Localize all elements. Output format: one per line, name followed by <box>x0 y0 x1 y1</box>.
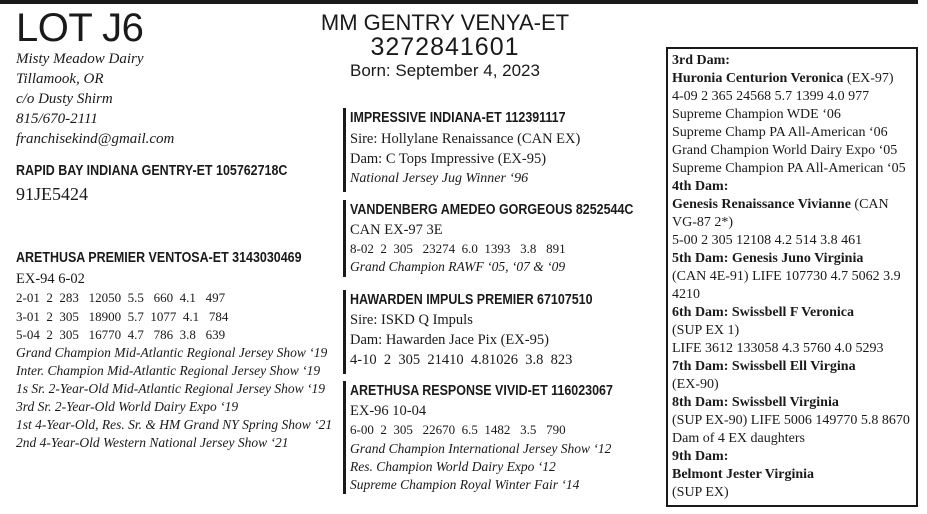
dam-of-dam-note: Res. Champion World Dairy Expo ‘12 <box>350 459 556 474</box>
dam-of-sire-score: CAN EX-97 3E <box>350 222 443 238</box>
maternal-line-heading <box>672 197 889 213</box>
maternal-line-text <box>672 287 700 303</box>
maternal-line-label: 5th Dam: Genesis Juno Virginia <box>672 251 864 266</box>
dam-honor: 2nd 4-Year-Old Western National Jersey Show ‘21 <box>16 435 289 450</box>
dam-of-sire-note: Grand Champion RAWF ‘05, ‘07 & ‘09 <box>350 259 566 274</box>
maternal-line-text <box>672 143 897 159</box>
dam-of-dam-record: 6-00 2 305 22670 6.5 1482 3.5 790 <box>350 422 566 437</box>
sire-code: 91JE5424 <box>16 184 88 204</box>
maternal-line-text <box>672 269 901 285</box>
maternal-line-heading <box>672 71 894 87</box>
maternal-line-label: LIFE 3612 133058 4.3 5760 4.0 5293 <box>672 341 884 356</box>
maternal-line-text <box>672 233 862 249</box>
lot-number: LOT J6 <box>16 6 144 50</box>
consignor-farm: Misty Meadow Dairy <box>16 51 144 67</box>
consignor-email[interactable]: franchisekind@gmail.com <box>16 131 175 147</box>
maternal-line-text <box>672 161 906 177</box>
dam-of-dam-note: Grand Champion International Jersey Show ‘12 <box>350 441 612 456</box>
pedigree-bracket <box>343 290 346 374</box>
maternal-line-label: (EX-90) <box>672 377 719 392</box>
maternal-line-label: 8th Dam: Swissbell Virginia <box>672 395 839 410</box>
dam-honor: 1s Sr. 2-Year-Old Mid-Atlantic Regional Jersey Show ‘19 <box>16 381 325 396</box>
maternal-line-heading <box>672 467 814 483</box>
dam-of-dam-score: EX-96 10-04 <box>350 403 427 419</box>
sire-of-dam-sire: Sire: ISKD Q Impuls <box>350 312 473 328</box>
maternal-line-text <box>672 323 739 339</box>
maternal-line-text <box>672 215 733 231</box>
sire-name: RAPID BAY INDIANA GENTRY-ET 105762718C <box>16 163 288 179</box>
pedigree-bracket <box>343 200 346 277</box>
dam-of-sire-name: VANDENBERG AMEDEO GORGEOUS 8252544C <box>350 202 634 218</box>
dam-score: EX-94 6-02 <box>16 271 85 287</box>
maternal-line-label: (SUP EX) <box>672 485 729 500</box>
maternal-line-heading <box>672 53 730 69</box>
consignor-phone: 815/670-2111 <box>16 111 98 127</box>
maternal-line-text <box>672 413 910 429</box>
maternal-line-label: 3rd Dam: <box>672 53 730 68</box>
sire-of-dam-name: HAWARDEN IMPULS PREMIER 67107510 <box>350 292 593 308</box>
maternal-line-label: 6th Dam: Swissbell F Veronica <box>672 305 855 320</box>
maternal-line-label: 7th Dam: Swissbell Ell Virgina <box>672 359 856 374</box>
top-rule <box>0 0 918 4</box>
birth-date: Born: September 4, 2023 <box>350 61 540 80</box>
maternal-line-label: 4-09 2 365 24568 5.7 1399 4.0 977 <box>672 89 870 104</box>
pedigree-bracket <box>343 108 346 192</box>
dam-honor: 3rd Sr. 2-Year-Old World Dairy Expo ‘19 <box>16 399 239 414</box>
maternal-line-heading <box>672 179 728 195</box>
maternal-line-label: (CAN 4E-91) LIFE 107730 4.7 5062 3.9 <box>672 269 901 284</box>
registration-number: 3272841601 <box>370 33 520 61</box>
maternal-line-label: Belmont Jester Virginia <box>672 467 815 482</box>
maternal-line-label: 9th Dam: <box>672 449 729 464</box>
maternal-line-suffix: (EX-97) <box>843 71 894 86</box>
maternal-line-label: 5-00 2 305 12108 4.2 514 3.8 461 <box>672 233 863 248</box>
maternal-line-label: Grand Champion World Dairy Expo ‘05 <box>672 143 898 158</box>
sire-of-dam-record: 4-10 2 305 21410 4.81026 3.8 823 <box>350 352 573 368</box>
maternal-line-heading <box>672 359 856 375</box>
maternal-line-heading <box>672 251 863 267</box>
animal-name: MM GENTRY VENYA-ET <box>320 10 570 35</box>
maternal-line-text <box>672 485 729 501</box>
consignor-contact: c/o Dusty Shirm <box>16 91 113 107</box>
maternal-line-heading <box>672 449 728 465</box>
maternal-line-label: Supreme Champ PA All-American ‘06 <box>672 125 888 140</box>
maternal-line-label: 4210 <box>672 287 700 302</box>
dam-of-sire-record: 8-02 2 305 23274 6.0 1393 3.8 891 <box>350 241 566 256</box>
dam-record: 2-01 2 283 12050 5.5 660 4.1 497 <box>16 290 226 305</box>
pedigree-bracket <box>343 381 346 494</box>
sire-of-sire-note: National Jersey Jug Winner ‘96 <box>350 171 529 186</box>
sire-of-sire-name: IMPRESSIVE INDIANA-ET 112391117 <box>350 110 566 126</box>
dam-of-dam-name: ARETHUSA RESPONSE VIVID-ET 116023067 <box>350 383 613 399</box>
maternal-line-label: (SUP EX 1) <box>672 323 740 338</box>
dam-of-dam-note: Supreme Champion Royal Winter Fair ‘14 <box>350 477 580 492</box>
maternal-line-heading <box>672 395 839 411</box>
dam-honor: Inter. Champion Mid-Atlantic Regional Jersey Show ‘19 <box>16 363 321 378</box>
maternal-line-label: (SUP EX-90) LIFE 5006 149770 5.8 8670 <box>672 413 910 428</box>
maternal-line-text <box>672 377 719 393</box>
consignor-location: Tillamook, OR <box>16 71 104 87</box>
maternal-line-suffix: (CAN <box>850 197 889 212</box>
sire-of-dam-dam: Dam: Hawarden Jace Pix (EX-95) <box>350 332 549 348</box>
maternal-line-label: VG-87 2*) <box>672 215 734 230</box>
maternal-line-label: Supreme Champion PA All-American ‘05 <box>672 161 906 176</box>
maternal-line-label: Supreme Champion WDE ‘06 <box>672 107 841 122</box>
maternal-line-label: Genesis Renaissance Vivianne <box>672 197 851 212</box>
dam-record: 5-04 2 305 16770 4.7 786 3.8 639 <box>16 327 226 342</box>
maternal-line-label: Huronia Centurion Veronica <box>672 71 844 86</box>
maternal-line-label: Dam of 4 EX daughters <box>672 431 805 446</box>
maternal-line-label: 4th Dam: <box>672 179 729 194</box>
dam-record: 3-01 2 305 18900 5.7 1077 4.1 784 <box>16 309 229 324</box>
maternal-line-heading <box>672 305 854 321</box>
maternal-line-text <box>672 125 888 141</box>
dam-honor: Grand Champion Mid-Atlantic Regional Jersey Show ‘19 <box>16 345 328 360</box>
sire-of-sire-dam: Dam: C Tops Impressive (EX-95) <box>350 151 547 167</box>
maternal-line-text <box>672 107 841 123</box>
maternal-line-text <box>672 89 869 105</box>
dam-honor: 1st 4-Year-Old, Res. Sr. & HM Grand NY Spring Show ‘21 <box>16 417 333 432</box>
maternal-line-text <box>672 341 884 357</box>
sire-of-sire-sire: Sire: Hollylane Renaissance (CAN EX) <box>350 131 581 147</box>
maternal-line-text <box>672 431 805 447</box>
dam-name: ARETHUSA PREMIER VENTOSA-ET 3143030469 <box>16 250 302 266</box>
